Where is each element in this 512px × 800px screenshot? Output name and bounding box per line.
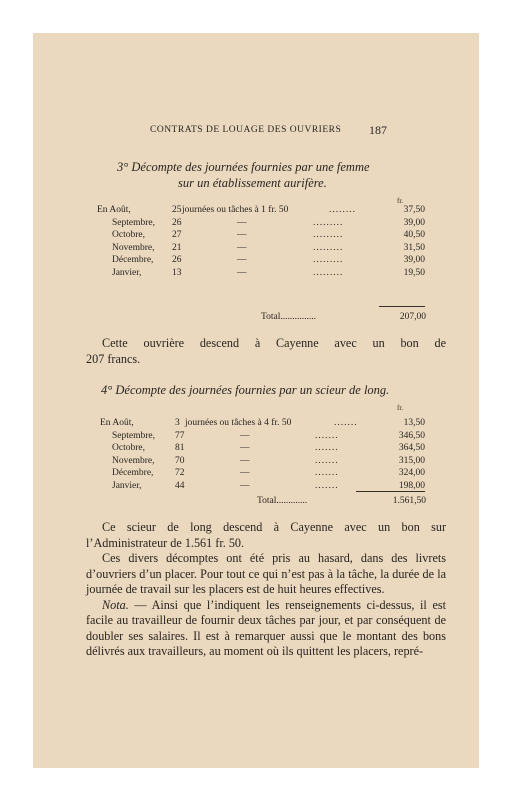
table-amount: 324,00 (398, 468, 425, 479)
table-month: Janvier, (112, 268, 142, 278)
section-3-total-amount: 207,00 (399, 312, 426, 322)
table-leader-dots: ....... (315, 468, 339, 479)
table-count: 27 (172, 230, 182, 241)
table-month: Décembre, (112, 468, 154, 479)
paragraph-scieur: Ce scieur de long descend à Cayenne avec un bon sur l’Administrateur de 1.561 fr. 50. (86, 520, 446, 550)
table-description: — (237, 255, 247, 266)
table-description: — (240, 481, 250, 491)
table-description: journées ou tâches à 1 fr. 50 (182, 205, 289, 215)
table-month: En Août, (97, 205, 131, 215)
table-count: 44 (175, 481, 185, 491)
table-description: — (237, 217, 247, 228)
table-leader-dots: ....... (315, 443, 339, 454)
table-count: 72 (175, 468, 185, 479)
unit-label: fr. (397, 404, 404, 412)
table-description: journées ou tâches à 4 fr. 50 (185, 418, 292, 428)
total-rule (356, 491, 425, 492)
table-leader-dots: ....... (315, 430, 339, 441)
table-count: 70 (175, 455, 185, 466)
table-leader-dots: ......... (313, 268, 344, 278)
body-text (86, 520, 446, 660)
section-4-total-amount: 1.561,50 (392, 496, 426, 506)
table-count: 81 (175, 443, 185, 454)
table-month: En Août, (100, 418, 134, 428)
total-rule (379, 306, 425, 307)
book-page (33, 33, 479, 768)
table-description: — (237, 230, 247, 241)
nota-text: — Ainsi que l’indiquent les renseignements ci-dessus, il est facile au travailleur de fournir deux tâches par jour, et par conséquent de doubler ses salaires. Il est à remarquer aussi que le montant des bons délivrés aux travailleurs, au moment où ils quittent les placers, repré- (86, 597, 446, 658)
table-amount: 315,00 (398, 455, 425, 466)
table-leader-dots: ....... (334, 418, 358, 428)
table-description: — (240, 468, 250, 479)
table-description: — (240, 455, 250, 466)
table-description: — (240, 430, 250, 441)
table-month: Octobre, (112, 443, 145, 454)
table-description: — (237, 242, 247, 253)
table-leader-dots: ......... (313, 242, 344, 253)
section-3-title-line1: 3° Décompte des journées fournies par une femme (117, 160, 370, 174)
section-4-title: 4° Décompte des journées fournies par un scieur de long. (101, 383, 390, 397)
table-leader-dots: ....... (315, 481, 339, 491)
table-month: Octobre, (112, 230, 145, 241)
paragraph-nota (86, 598, 446, 660)
paragraph-line-2: 207 francs. (86, 351, 141, 366)
table-count: 3 (175, 418, 180, 428)
unit-label: fr. (397, 197, 404, 205)
section-4-total-label: Total............. (257, 496, 308, 506)
section-3-title-line2: sur un établissement aurifère. (178, 176, 327, 190)
table-description: — (237, 268, 247, 278)
table-month: Novembre, (112, 242, 155, 253)
table-amount: 346,50 (398, 430, 425, 441)
table-count: 13 (172, 268, 182, 278)
nota-label: Nota. (102, 597, 129, 612)
table-count: 25 (172, 205, 182, 215)
table-leader-dots: ......... (313, 255, 344, 266)
paragraph-decomptes: Ces divers décomptes ont été pris au hasard, dans des livrets d’ouvriers d’un placer. Pour tout ce qui n’est pas à la tâche, la durée de la journée de travail sur les placers est de huit heures effectives. (86, 551, 446, 596)
table-amount: 19,50 (403, 268, 425, 278)
table-amount: 13,50 (403, 418, 425, 428)
table-leader-dots: ......... (313, 230, 344, 241)
section-3-total-label: Total............... (261, 312, 317, 322)
table-amount: 37,50 (403, 205, 425, 215)
paragraph-line-1: Cette ouvrière descend à Cayenne avec un bon de (102, 336, 446, 350)
table-count: 21 (172, 242, 182, 253)
table-month: Novembre, (112, 455, 155, 466)
table-amount: 364,50 (398, 443, 425, 454)
table-description: — (240, 443, 250, 454)
table-month: Septembre, (112, 217, 156, 228)
table-amount: 39,00 (403, 255, 425, 266)
table-count: 26 (172, 217, 182, 228)
table-leader-dots: ....... (315, 455, 339, 466)
table-amount: 198,00 (398, 481, 425, 491)
chapter-title: CONTRATS DE LOUAGE DES OUVRIERS (150, 125, 342, 135)
table-leader-dots: ......... (313, 217, 344, 228)
table-leader-dots: ........ (329, 205, 356, 215)
table-amount: 31,50 (403, 242, 425, 253)
table-month: Janvier, (112, 481, 142, 491)
table-count: 26 (172, 255, 182, 266)
table-amount: 40,50 (403, 230, 425, 241)
page-number: 187 (369, 123, 387, 137)
table-month: Décembre, (112, 255, 154, 266)
paragraph-ouvriere (86, 336, 446, 367)
table-amount: 39,00 (403, 217, 425, 228)
table-count: 77 (175, 430, 185, 441)
table-month: Septembre, (112, 430, 156, 441)
